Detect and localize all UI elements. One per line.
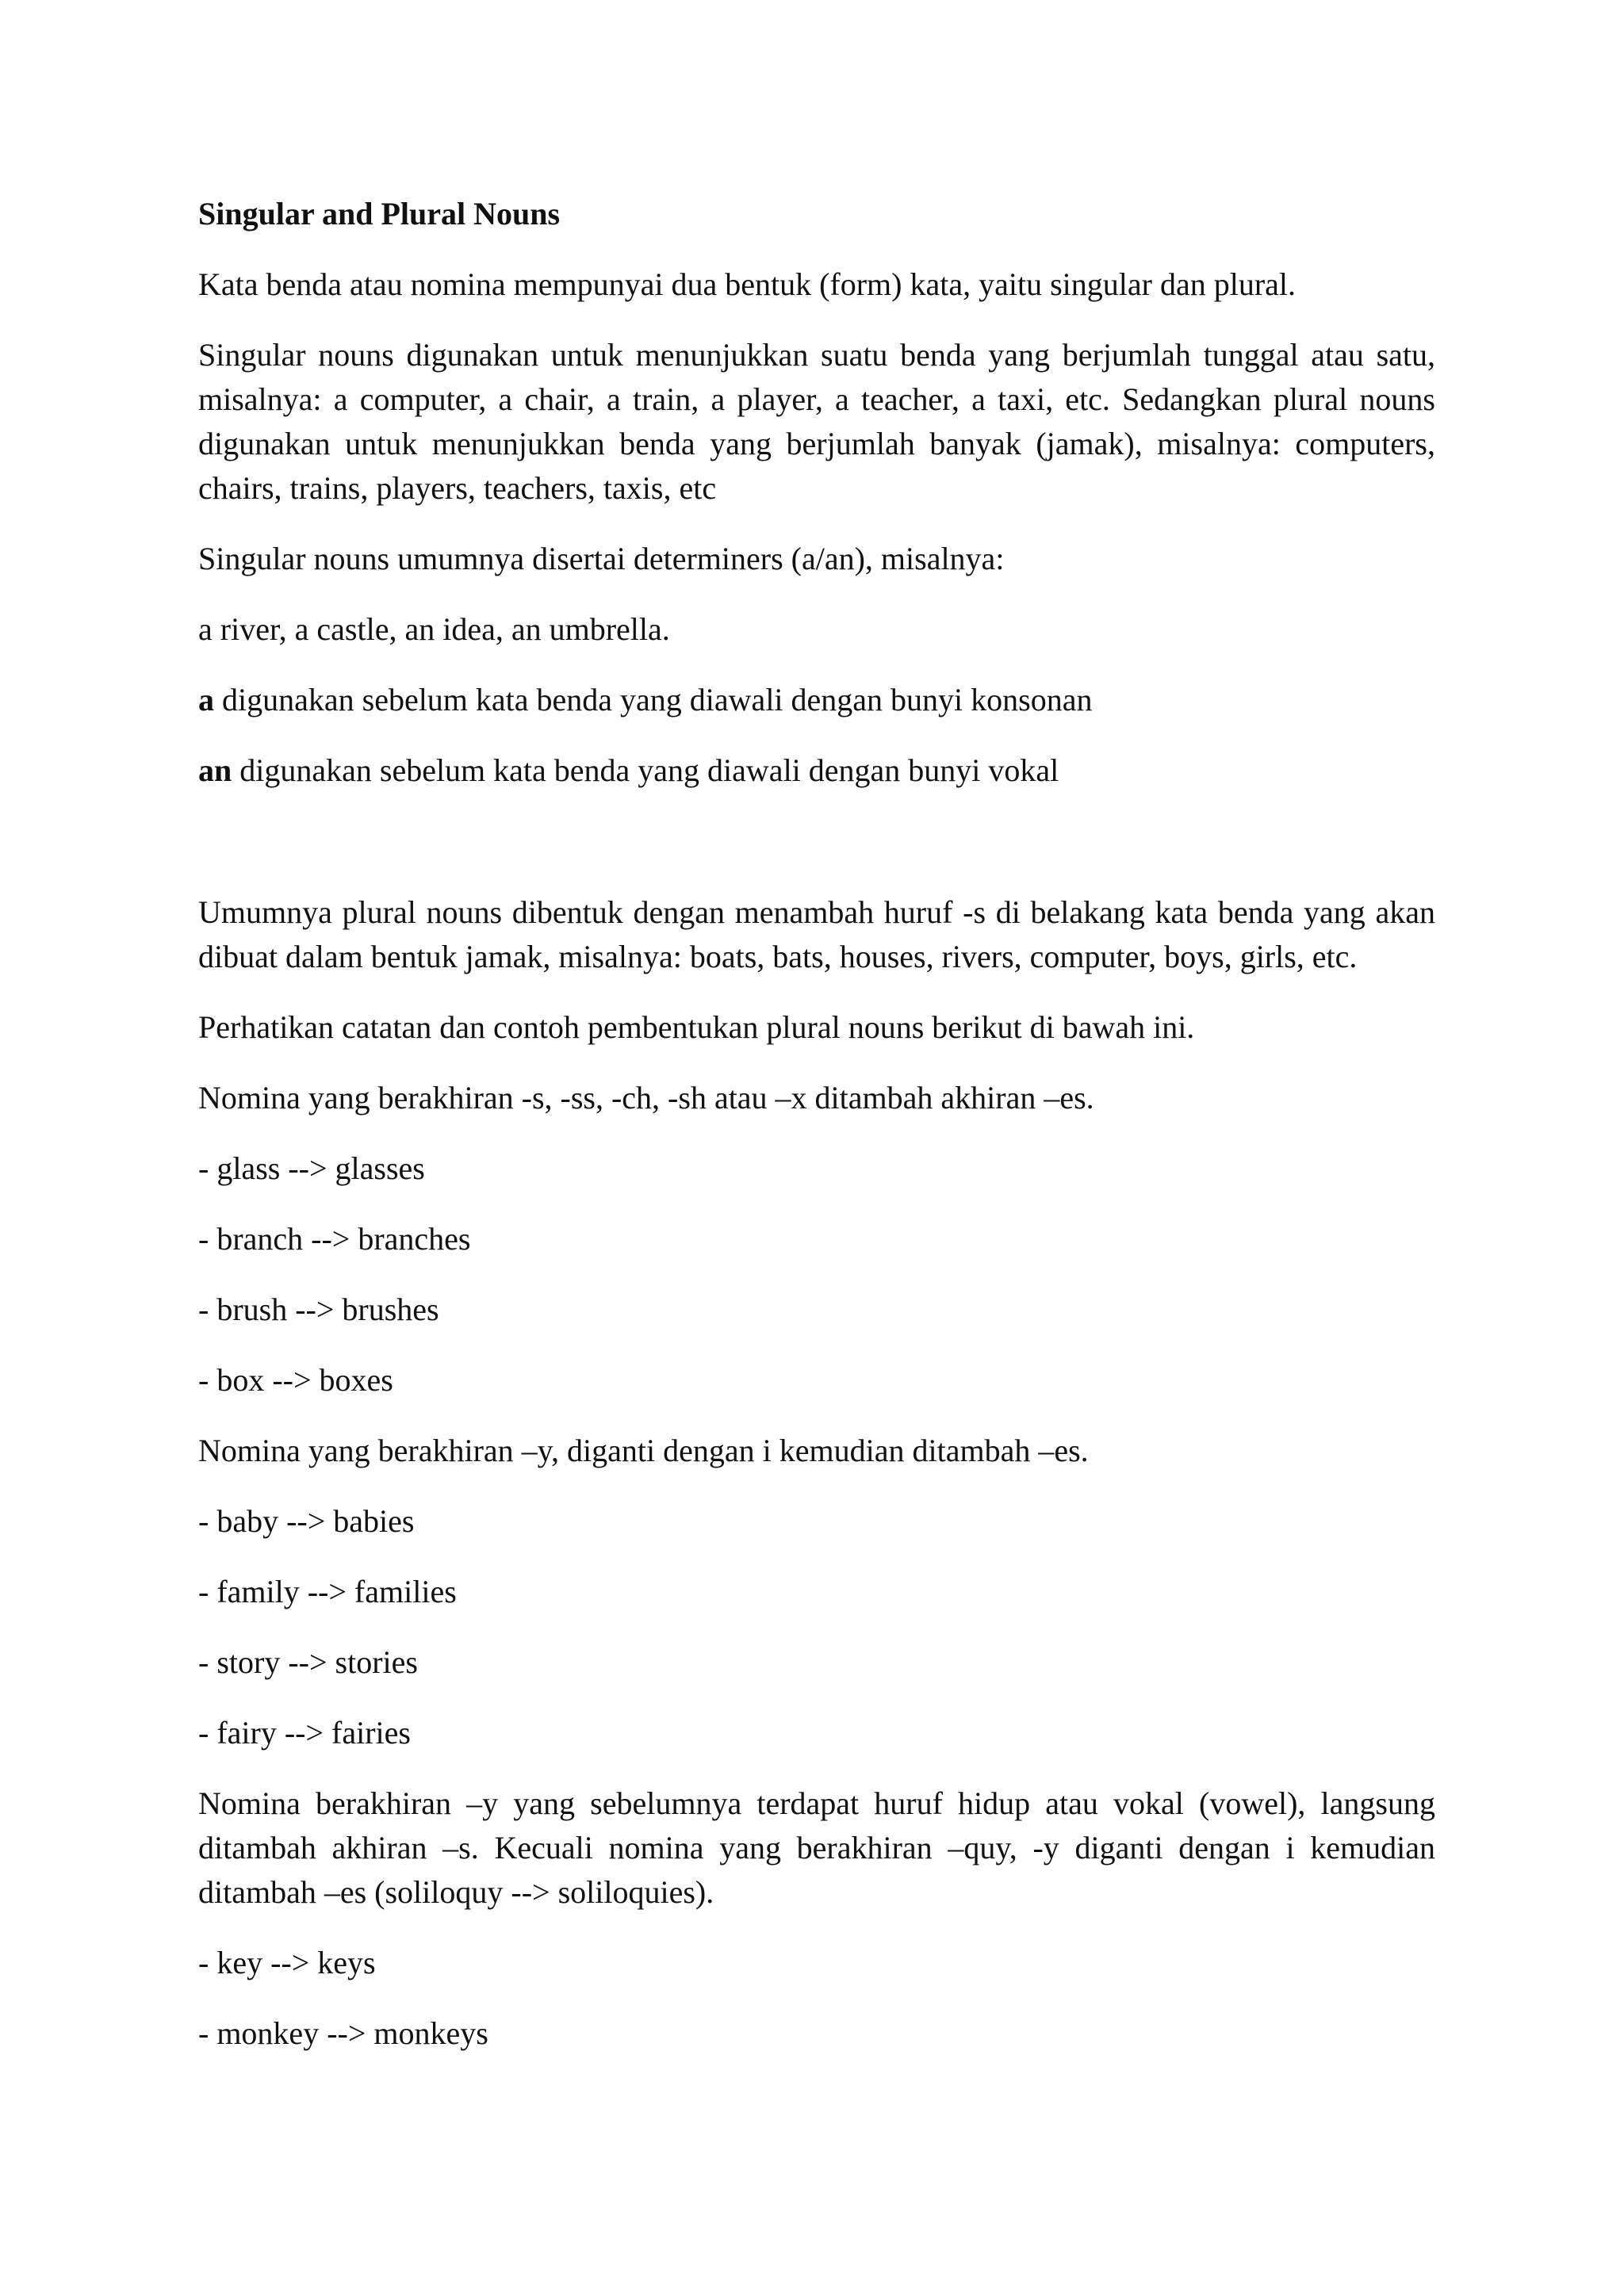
rule-es: Nomina yang berakhiran -s, -ss, -ch, -sh atau –x ditambah akhiran –es. [198, 1080, 1094, 1115]
example-item: - baby --> babies [198, 1503, 415, 1539]
determiners-intro: Singular nouns umumnya disertai determiners (a/an), misalnya: [198, 541, 1005, 576]
rule-a-text: digunakan sebelum kata benda yang diawali dengan bunyi konsonan [214, 682, 1093, 718]
document-page [198, 192, 1435, 2082]
determiners-examples: a river, a castle, an idea, an umbrella. [198, 611, 670, 647]
example-item: - family --> families [198, 1574, 457, 1609]
example-item: - fairy --> fairies [198, 1715, 411, 1751]
example-item: - brush --> brushes [198, 1292, 439, 1327]
example-item: - key --> keys [198, 1945, 376, 1980]
blank-line [198, 819, 1435, 890]
rule-a [198, 678, 1435, 722]
document-title: Singular and Plural Nouns [198, 196, 561, 232]
example-item: - branch --> branches [198, 1221, 471, 1257]
example-item: - glass --> glasses [198, 1150, 425, 1186]
rule-an-term: an [198, 752, 232, 788]
example-item: - story --> stories [198, 1644, 418, 1680]
intro-paragraph: Kata benda atau nomina mempunyai dua bentuk (form) kata, yaitu singular dan plural. [198, 266, 1297, 302]
notes-intro: Perhatikan catatan dan contoh pembentukan plural nouns berikut di bawah ini. [198, 1009, 1195, 1045]
example-item: - monkey --> monkeys [198, 2015, 488, 2051]
rule-y: Nomina yang berakhiran –y, diganti dengan i kemudian ditambah –es. [198, 1433, 1089, 1468]
plural-paragraph: Umumnya plural nouns dibentuk dengan menambah huruf -s di belakang kata benda yang akan dibuat dalam bentuk jamak, misalnya: boats, bats, houses, rivers, computer, boys, girls, etc. [198, 894, 1435, 974]
rule-an [198, 748, 1435, 793]
rule-a-term: a [198, 682, 214, 718]
example-item: - box --> boxes [198, 1362, 393, 1398]
singular-paragraph: Singular nouns digunakan untuk menunjukkan suatu benda yang berjumlah tunggal atau satu, misalnya: a computer, a chair, a train, a player, a teacher, a taxi, etc. Sedangkan plural nouns digunakan untuk menunjukkan benda yang berjumlah banyak (jamak), misalnya: computers, chairs, trains, players, teachers, taxis, etc [198, 337, 1435, 506]
rule-vowel-y: Nomina berakhiran –y yang sebelumnya terdapat huruf hidup atau vokal (vowel), langsung ditambah akhiran –s. Kecuali nomina yang berakhiran –quy, -y diganti dengan i kemudian ditambah –es (soliloquy --> soliloquies). [198, 1785, 1435, 1910]
rule-an-text: digunakan sebelum kata benda yang diawali dengan bunyi vokal [232, 752, 1059, 788]
